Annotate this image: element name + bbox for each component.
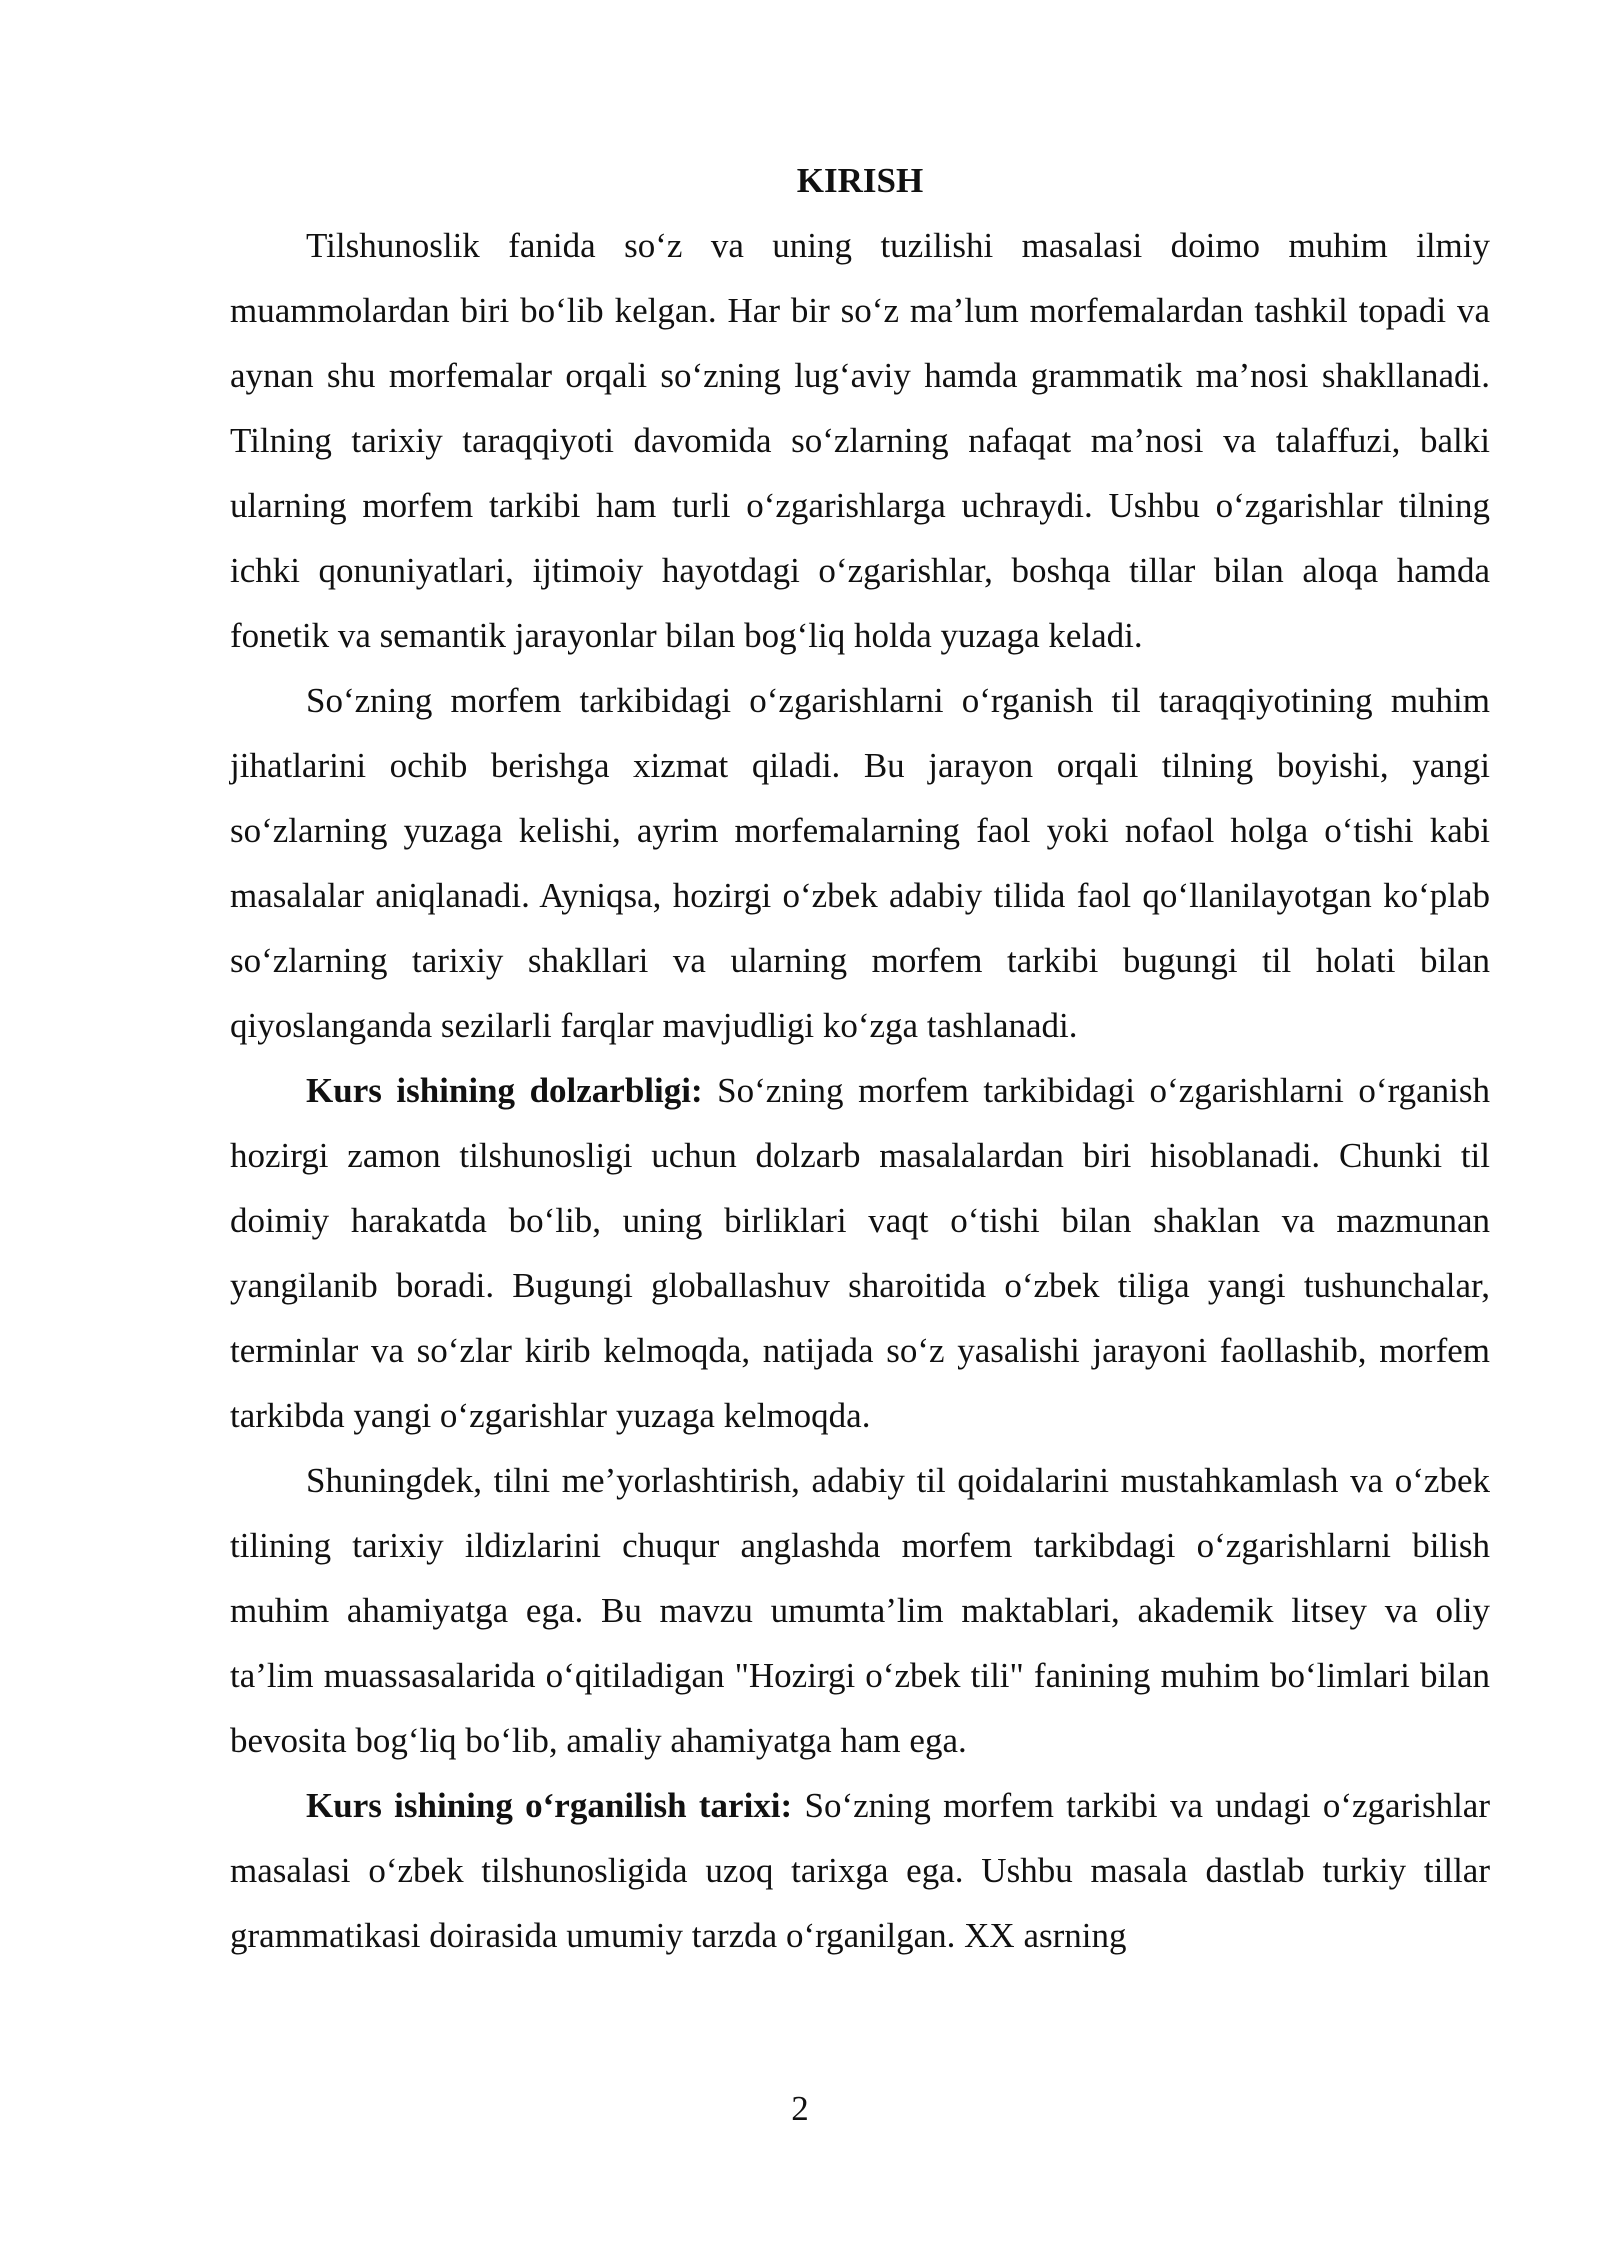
paragraph-text: So‘zning morfem tarkibidagi o‘zgarishlarni o‘rganish hozirgi zamon tilshunosligi uchun dolzarb masalalardan biri hisoblanadi. Chunki til doimiy harakatda bo‘lib, uning birliklari vaqt o‘tishi bilan shaklan va mazmunan yangilanib boradi. Bugungi globallashuv sharoitida o‘zbek tiliga yangi tushunchalar, terminlar va so‘zlar kirib kelmoqda, natijada so‘z yasalishi jarayoni faollashib, morfem tarkibda yangi o‘zgarishlar yuzaga kelmoqda.: [230, 1071, 1490, 1435]
paragraph-text: So‘zning morfem tarkibi va undagi o‘zgarishlar masalasi o‘zbek tilshunosligida uzoq tarixga ega. Ushbu masala dastlab turkiy tillar grammatikasi doirasida umumiy tarzda o‘rganilgan. XX asrning: [230, 1786, 1490, 1955]
paragraph-morpheme-study: [230, 668, 1490, 1058]
paragraph-lead: Kurs ishining o‘rganilish tarixi:: [306, 1786, 793, 1825]
section-title: KIRISH: [796, 161, 924, 200]
paragraph-history: [230, 1773, 1490, 1968]
paragraph-intro: [230, 213, 1490, 668]
page-number: 2: [791, 2089, 809, 2128]
paragraph-text: So‘zning morfem tarkibidagi o‘zgarishlarni o‘rganish til taraqqiyotining muhim jihatlarini ochib berishga xizmat qiladi. Bu jarayon orqali tilning boyishi, yangi so‘zlarning yuzaga kelishi, ayrim morfemalarning faol yoki nofaol holga o‘tishi kabi masalalar aniqlanadi. Ayniqsa, hozirgi o‘zbek adabiy tilida faol qo‘llanilayotgan ko‘plab so‘zlarning tarixiy shakllari va ularning morfem tarkibi bugungi til holati bilan qiyoslanganda sezilarli farqlar mavjudligi ko‘zga tashlanadi.: [230, 681, 1490, 1045]
paragraph-text: Shuningdek, tilni me’yorlashtirish, adabiy til qoidalarini mustahkamlash va o‘zbek tilining tarixiy ildizlarini chuqur anglashda morfem tarkibdagi o‘zgarishlarni bilish muhim ahamiyatga ega. Bu mavzu umumta’lim maktablari, akademik litsey va oliy ta’lim muassasalarida o‘qitiladigan "Hozirgi o‘zbek tili" fanining muhim bo‘limlari bilan bevosita bog‘liq bo‘lib, amaliy ahamiyatga ham ega.: [230, 1461, 1490, 1760]
paragraph-relevance: [230, 1058, 1490, 1448]
paragraph-text: Tilshunoslik fanida so‘z va uning tuzilishi masalasi doimo muhim ilmiy muammolardan biri bo‘lib kelgan. Har bir so‘z ma’lum morfemalardan tashkil topadi va aynan shu morfemalar orqali so‘zning lug‘aviy hamda grammatik ma’nosi shakllanadi. Tilning tarixiy taraqqiyoti davomida so‘zlarning nafaqat ma’nosi va talaffuzi, balki ularning morfem tarkibi ham turli o‘zgarishlarga uchraydi. Ushbu o‘zgarishlar tilning ichki qonuniyatlari, ijtimoiy hayotdagi o‘zgarishlar, boshqa tillar bilan aloqa hamda fonetik va semantik jarayonlar bilan bog‘liq holda yuzaga keladi.: [230, 226, 1490, 655]
paragraph-lead: Kurs ishining dolzarbligi:: [306, 1071, 703, 1110]
page-content: [230, 148, 1490, 1968]
paragraph-significance: [230, 1448, 1490, 1773]
